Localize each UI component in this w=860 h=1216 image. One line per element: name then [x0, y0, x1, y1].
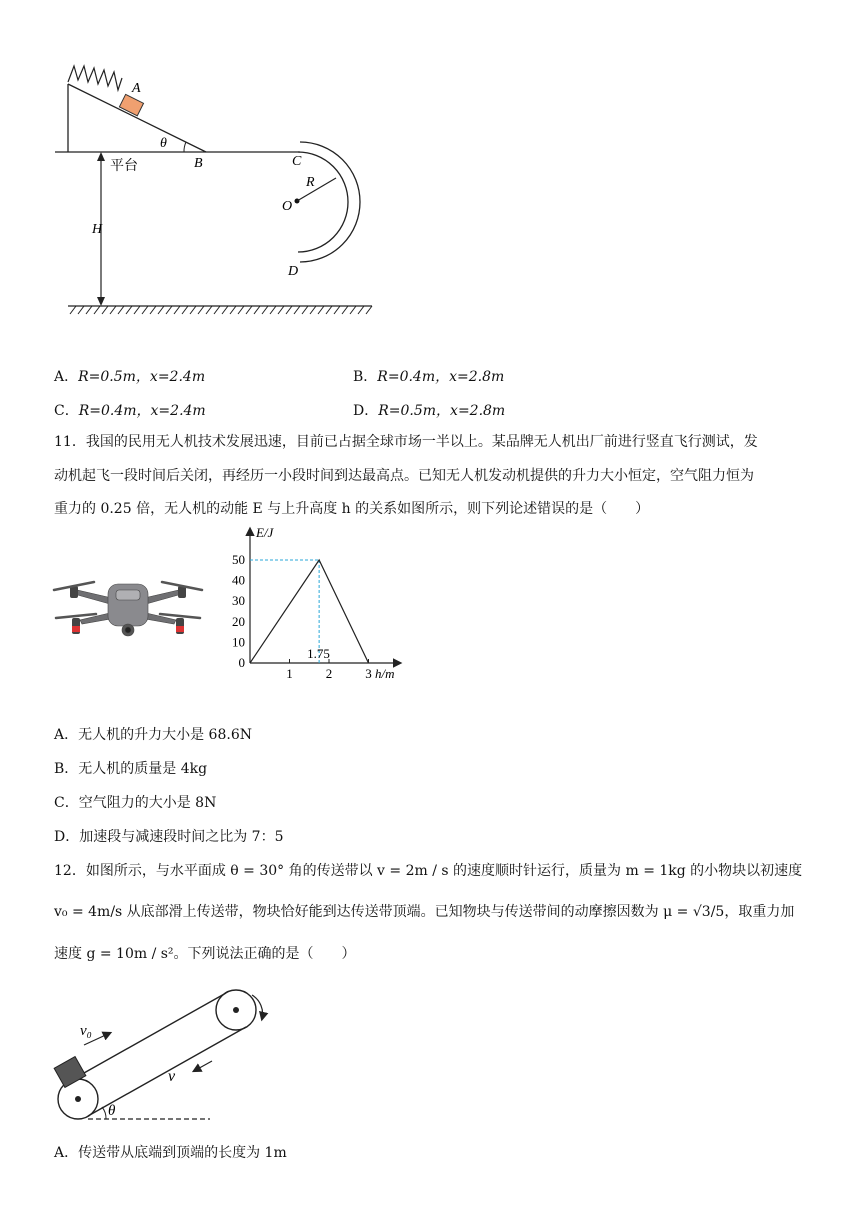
- label-platform: 平台: [110, 158, 138, 174]
- y-axis-label: E/J: [256, 525, 274, 540]
- label-theta: θ: [108, 1103, 116, 1119]
- block-A: [119, 94, 143, 115]
- q10-option-c: C．R=0.4m，x=2.4m: [54, 403, 206, 419]
- peak-x-annotation: 1.75: [307, 646, 330, 661]
- block: [54, 1057, 86, 1088]
- q12-line-3: 速度 g = 10m / s²。下列说法正确的是（ ）: [54, 946, 356, 962]
- q11-line-3: 重力的 0.25 倍，无人机的动能 E 与上升高度 h 的关系如图所示，则下列论述错误的是（ ）: [54, 501, 650, 517]
- q10-option-b: B．R=0.4m，x=2.8m: [353, 369, 505, 385]
- q10-option-a: A．R=0.5m，x=2.4m: [54, 369, 206, 385]
- spring: [68, 66, 122, 90]
- q10-option-d: D．R=0.5m，x=2.8m: [353, 403, 506, 419]
- x-axis-label: h/m: [375, 666, 395, 681]
- y-tick-label: 10: [232, 634, 245, 650]
- y-tick-label: 40: [232, 572, 245, 588]
- q12-option-a: A．传送带从底端到顶端的长度为 1m: [54, 1145, 287, 1161]
- q11-option-d: D．加速段与减速段时间之比为 7：5: [54, 829, 284, 845]
- energy-height-chart: [228, 523, 408, 685]
- q12-line-2: v₀ = 4m/s 从底部滑上传送带，物块恰好能到达传送带顶端。已知物块与传送带间的动摩擦因数为 μ = √3/5，取重力加: [54, 904, 795, 920]
- y-tick-label: 0: [238, 655, 245, 670]
- q11-option-a: A．无人机的升力大小是 68.6N: [54, 727, 252, 743]
- label-D: D: [288, 264, 299, 279]
- drone-image: [52, 568, 204, 648]
- label-R: R: [306, 175, 315, 190]
- q11-option-b: B．无人机的质量是 4kg: [54, 761, 208, 777]
- label-v: v: [168, 1068, 176, 1085]
- label-H: H: [92, 222, 103, 237]
- label-C: C: [292, 154, 302, 169]
- conveyor-belt-diagram: [40, 975, 300, 1125]
- y-tick-label: 30: [232, 593, 245, 609]
- incline-track-diagram: [0, 0, 420, 330]
- y-tick-label: 50: [232, 552, 245, 567]
- x-tick-label: 1: [286, 666, 293, 681]
- label-A: A: [132, 81, 141, 96]
- label-v0: v₀: [80, 1023, 92, 1039]
- y-tick-label: 20: [232, 613, 245, 629]
- x-tick-label: 2: [325, 666, 333, 681]
- q11-line-2: 动机起飞一段时间后关闭，再经历一小段时间到达最高点。已知无人机发动机提供的升力大小恒定，空气阻力恒为: [54, 468, 754, 484]
- label-B: B: [194, 156, 203, 171]
- q11-option-c: C．空气阻力的大小是 8N: [54, 795, 217, 811]
- x-tick-label: 3: [365, 666, 372, 681]
- label-theta: θ: [160, 136, 167, 151]
- q12-line-1: 12．如图所示，与水平面成 θ = 30° 角的传送带以 v = 2m / s 的速度顺时针运行，质量为 m = 1kg 的小物块以初速度: [54, 863, 803, 879]
- q11-line-1: 11．我国的民用无人机技术发展迅速，目前已占据全球市场一半以上。某品牌无人机出厂前进行竖直飞行测试，发: [54, 434, 758, 450]
- label-O: O: [282, 199, 293, 214]
